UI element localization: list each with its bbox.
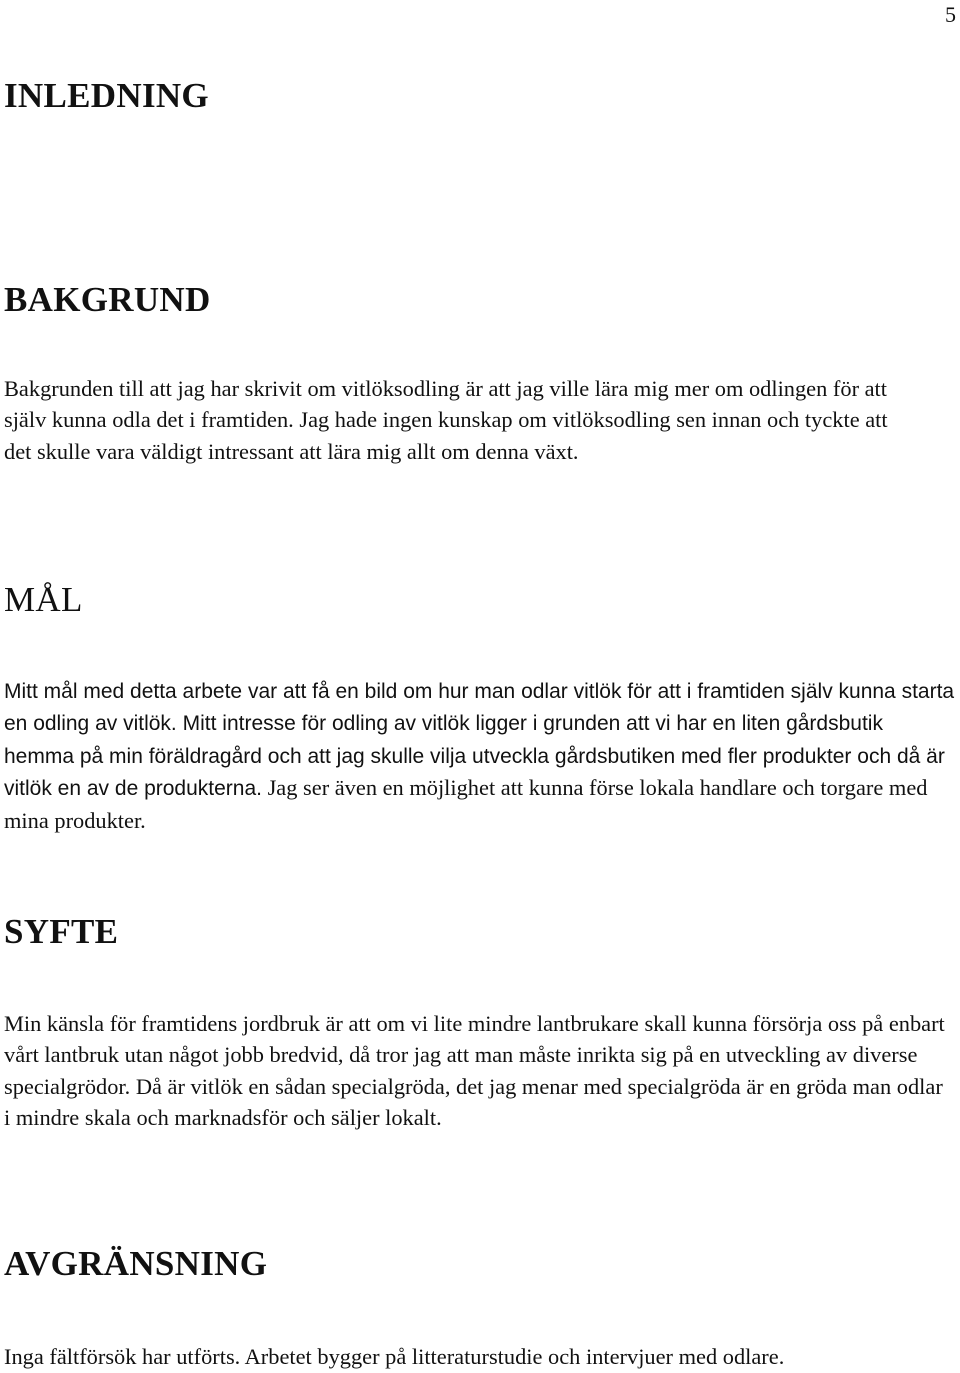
heading-mal: MÅL — [4, 580, 83, 619]
paragraph-mal-part2: Mitt intresse för odling av vitlök ligger i grunden att vi har en liten gårdsbutik hemma på min föräldragård och att jag skulle vilja utveckla gårdsbutiken med fler produkter och då är vitlök en av de produkterna. — [4, 712, 945, 801]
paragraph-avgransning: Inga fältförsök har utförts. Arbetet bygger på litteraturstudie och intervjuer med odlare. — [4, 1344, 785, 1369]
paragraph-bakgrund: Bakgrunden till att jag har skrivit om vitlöksodling är att jag ville lära mig mer om odlingen för att själv kunna odla det i framtiden. Jag hade ingen kunskap om vitlöksodling sen innan och tyckte att det skulle vara väldigt intressant att lära mig allt om denna växt. — [4, 376, 888, 464]
heading-bakgrund: BAKGRUND — [4, 280, 211, 319]
paragraph-mal — [4, 675, 958, 836]
page-number: 5 — [945, 2, 956, 27]
heading-inledning: INLEDNING — [4, 76, 209, 115]
heading-avgransning: AVGRÄNSNING — [4, 1244, 268, 1283]
paragraph-mal-part3: Jag ser även en möjlighet att kunna förse lokala handlare och torgare med mina produkter. — [4, 775, 928, 833]
paragraph-syfte: Min känsla för framtidens jordbruk är att om vi lite mindre lantbrukare skall kunna försörja oss på enbart vårt lantbruk utan något jobb bredvid, då tror jag att man måste inrikta sig på en utveckling av diverse specialgrödor. Då är vitlök en sådan specialgröda, det jag menar med specialgröda är en gröda man odlar i mindre skala och marknadsför och säljer lokalt. — [4, 1011, 945, 1131]
heading-syfte: SYFTE — [4, 912, 119, 951]
paragraph-mal-part1: Mitt mål med detta arbete var att få en bild om hur man odlar vitlök för att i framtiden själv kunna starta en odling av vitlök. — [4, 680, 955, 736]
